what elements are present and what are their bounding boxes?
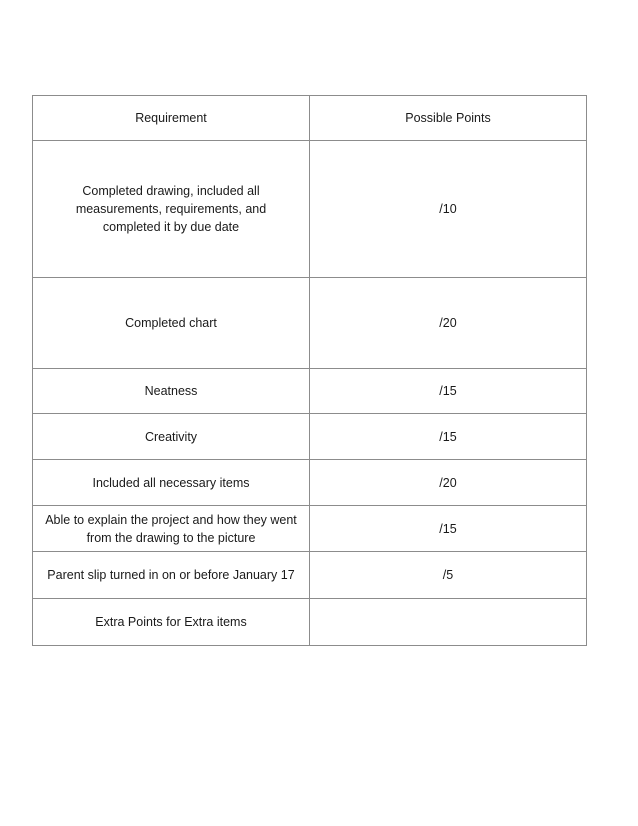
possible-points-header: Possible Points bbox=[310, 96, 587, 141]
table-row bbox=[33, 414, 587, 460]
points-cell: /10 bbox=[310, 141, 587, 278]
requirement-cell: Completed drawing, included all measurements, requirements, and completed it by due date bbox=[33, 141, 310, 278]
rubric-table bbox=[32, 95, 587, 646]
points-cell: /5 bbox=[310, 552, 587, 599]
requirement-cell: Included all necessary items bbox=[33, 460, 310, 506]
table-row bbox=[33, 506, 587, 552]
table-row bbox=[33, 141, 587, 278]
requirement-cell: Completed chart bbox=[33, 278, 310, 369]
requirement-cell: Neatness bbox=[33, 369, 310, 414]
table-row bbox=[33, 552, 587, 599]
table-row bbox=[33, 460, 587, 506]
points-cell: /15 bbox=[310, 506, 587, 552]
points-cell: /20 bbox=[310, 460, 587, 506]
points-cell: /15 bbox=[310, 369, 587, 414]
table-row bbox=[33, 599, 587, 646]
points-cell bbox=[310, 599, 587, 646]
requirement-cell: Creativity bbox=[33, 414, 310, 460]
requirement-header: Requirement bbox=[33, 96, 310, 141]
table-header-row bbox=[33, 96, 587, 141]
requirement-cell: Extra Points for Extra items bbox=[33, 599, 310, 646]
table-row bbox=[33, 369, 587, 414]
requirement-cell: Parent slip turned in on or before January 17 bbox=[33, 552, 310, 599]
requirement-cell: Able to explain the project and how they went from the drawing to the picture bbox=[33, 506, 310, 552]
points-cell: /15 bbox=[310, 414, 587, 460]
table-row bbox=[33, 278, 587, 369]
points-cell: /20 bbox=[310, 278, 587, 369]
